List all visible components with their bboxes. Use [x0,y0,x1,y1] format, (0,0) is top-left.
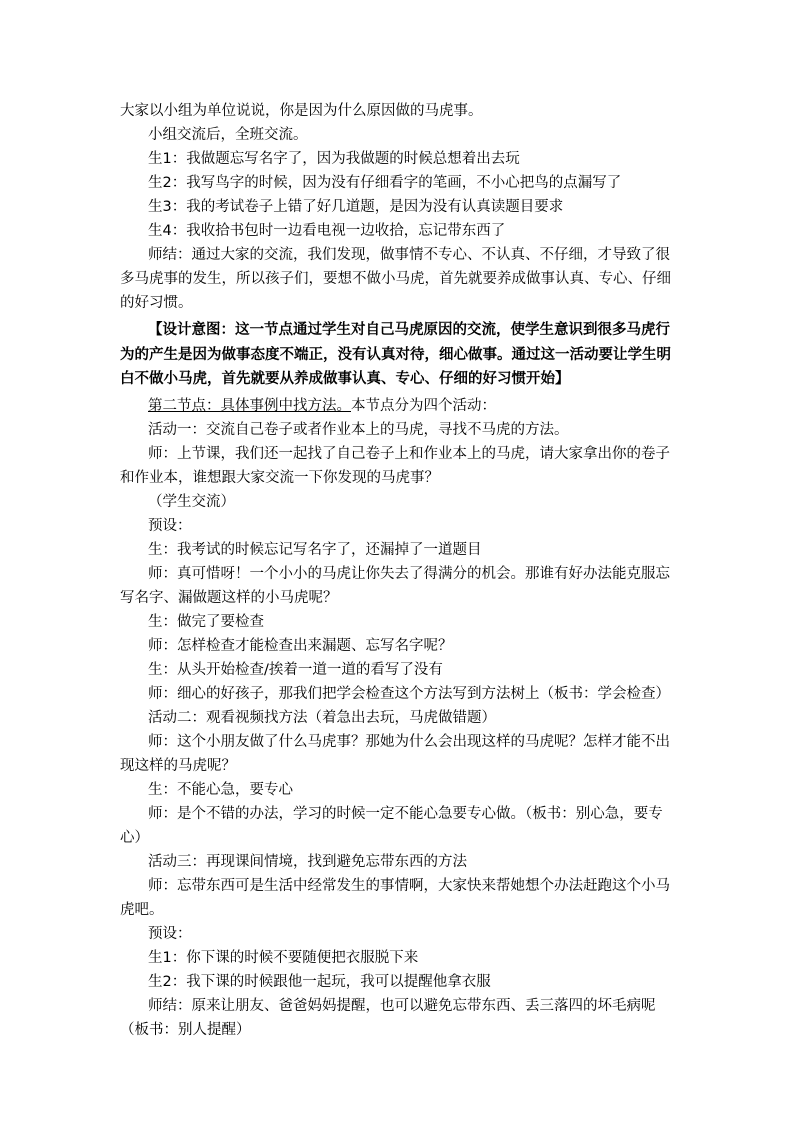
paragraph: 小组交流后，全班交流。 [148,127,308,143]
summary-paragraph: 师结：原来让朋友、爸爸妈妈提醒，也可以避免忘带东西、丢三落四的坏毛病呢（板书：别人提醒） [120,997,656,1038]
paragraph: 生：从头开始检查/挨着一道一道的看写了没有 [148,661,443,678]
paragraph: 生：我考试的时候忘记写名字了，还漏掉了一道题目 [148,541,482,558]
paragraph: 生3：我的考试卷子上错了好几道题，是因为没有认真读题目要求 [148,199,564,215]
paragraph: 师：上节课，我们还一起找了自己卷子上和作业本上的马虎，请大家拿出你的卷子和作业本，谁想跟大家交流一下你发现的马虎事？ [120,445,670,486]
paragraph: 师：细心的好孩子，那我们把学会检查这个方法写到方法树上（板书：学会检查） [148,685,670,702]
paragraph: （学生交流） [148,493,235,510]
activity-title: 活动三：再现课间情境，找到避免忘带东西的方法 [148,853,467,870]
paragraph: 生1：你下课的时候不要随便把衣服脱下来 [148,949,419,966]
section-note: 本节点分为四个活动： [351,397,496,414]
design-intent: 【设计意图：这一节点通过学生对自己马虎原因的交流，使学生意识到很多马虎行为的产生是因为做事态度不端正，没有认真对待，细心做事。通过这一活动要让学生明白不做小马虎，首先就要从养成做事认真、专心、仔细的好习惯开始】 [120,322,671,387]
paragraph: 生：做完了要检查 [148,613,264,630]
activity-title: 活动二：观看视频找方法（着急出去玩，马虎做错题） [148,709,496,726]
section-heading-line [120,394,672,418]
paragraph: 预设： [148,517,192,534]
paragraph: 师：忘带东西可是生活中经常发生的事情啊，大家快来帮她想个办法赶跑这个小马虎吧。 [120,877,670,918]
summary-paragraph: 师结：通过大家的交流，我们发现，做事情不专心、不认真、不仔细，才导致了很多马虎事的发生，所以孩子们，要想不做小马虎，首先就要养成做事认真、专心、仔细的好习惯。 [120,247,671,311]
paragraph: 师：这个小朋友做了什么马虎事？那她为什么会出现这样的马虎呢？怎样才能不出现这样的马虎呢？ [120,733,670,774]
paragraph: 生1：我做题忘写名字了，因为我做题的时候总想着出去玩 [148,151,520,167]
lesson-text [120,99,672,1042]
paragraph: 预设： [148,925,192,942]
paragraph: 大家以小组为单位说说，你是因为什么原因做的马虎事。 [120,103,483,119]
paragraph: 生4：我收拾书包时一边看电视一边收拾，忘记带东西了 [148,223,506,239]
paragraph: 生2：我写鸟字的时候，因为没有仔细看字的笔画，不小心把鸟的点漏写了 [148,175,622,191]
paragraph: 师：是个不错的办法，学习的时候一定不能心急要专心做。（板书：别心急，要专心） [120,805,663,846]
paragraph: 生2：我下课的时候跟他一起玩，我可以提醒他拿衣服 [148,973,491,990]
section-heading: 第二节点：具体事例中找方法。 [148,397,351,414]
activity-title: 活动一：交流自己卷子或者作业本上的马虎，寻找不马虎的方法。 [148,421,569,438]
paragraph: 生：不能心急，要专心 [148,781,293,798]
paragraph: 师：怎样检查才能检查出来漏题、忘写名字呢？ [148,637,453,654]
paragraph: 师：真可惜呀！一个小小的马虎让你失去了得满分的机会。那谁有好办法能克服忘写名字、漏做题这样的小马虎呢？ [120,565,670,606]
